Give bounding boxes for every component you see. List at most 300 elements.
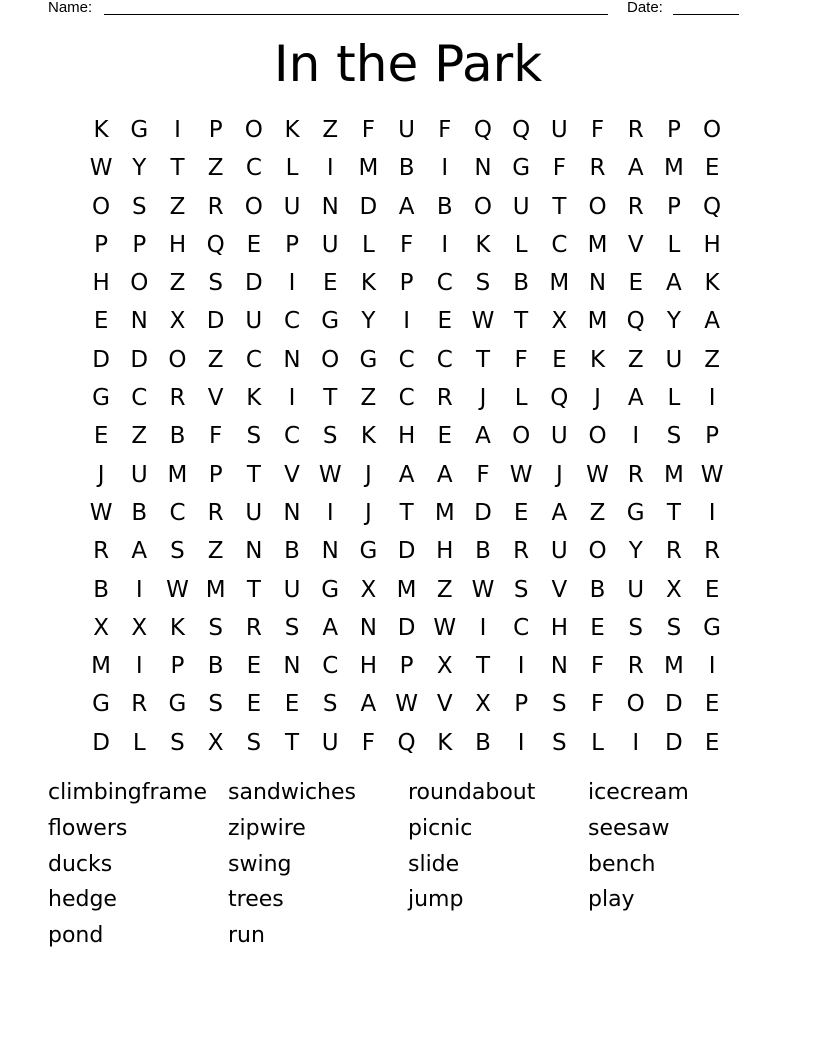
word-list-item: slide [408,851,460,877]
word-list-item: pond [48,923,104,949]
grid-letter: Z [207,538,224,565]
grid-letter: V [207,385,224,412]
grid-letter: Z [360,385,377,412]
word-list-item: seesaw [588,815,670,841]
grid-letter: C [131,385,148,412]
word-list-item: roundabout [408,780,536,805]
grid-letter: R [704,538,721,565]
grid-letter: J [365,499,372,526]
date-field-line [673,0,739,15]
grid-letter: B [436,193,453,220]
grid-letter: U [321,231,339,258]
grid-letter: B [93,576,109,603]
grid-letter: S [208,691,223,718]
grid-letter: C [436,346,453,373]
grid-letter: F [476,461,490,488]
grid-letter: F [590,691,605,718]
grid-letter: I [174,117,181,143]
grid-letter: L [361,231,375,258]
grid-letter: G [92,691,110,718]
grid-letter: R [513,538,530,565]
grid-letter: K [360,423,376,450]
grid-letter: U [550,117,568,143]
grid-letter: J [365,461,372,488]
grid-letter: U [283,576,301,603]
grid-letter: B [207,653,224,680]
grid-letter: Q [703,193,722,220]
grid-letter: G [359,538,378,565]
grid-letter: I [632,423,640,450]
grid-letter: I [441,231,449,258]
grid-letter: T [514,308,529,335]
word-list-item: jump [408,887,464,913]
letter-grid [82,111,731,762]
grid-letter: L [285,155,299,182]
grid-letter: N [550,653,568,680]
grid-letter: R [245,614,262,641]
grid-letter: S [208,270,223,297]
grid-letter: F [552,155,566,182]
grid-letter: G [626,499,645,526]
grid-letter: C [398,346,415,373]
grid-letter: S [208,614,223,641]
grid-letter: K [284,117,300,143]
grid-letter: K [169,614,186,641]
grid-letter: T [323,385,338,412]
grid-letter: T [285,729,300,756]
grid-letter: O [588,193,607,220]
grid-letter: A [475,423,491,450]
grid-letter: I [135,653,143,680]
grid-letter: N [359,614,378,641]
grid-letter: O [588,423,607,450]
grid-letter: E [437,308,453,335]
grid-letter: A [398,461,415,488]
grid-letter: B [589,576,606,603]
grid-letter: P [208,117,223,143]
grid-letter: R [627,193,644,220]
grid-letter: R [627,461,644,488]
grid-letter: I [441,155,449,182]
grid-letter: I [403,308,410,335]
worksheet-header [48,0,748,20]
grid-letter: J [97,461,105,488]
grid-letter: H [397,423,416,450]
grid-letter: W [471,576,495,603]
grid-letter: N [588,270,607,297]
grid-letter: U [665,346,683,373]
word-list-item: sandwiches [228,780,356,805]
grid-letter: E [704,576,720,603]
grid-letter: X [93,614,109,641]
grid-letter: P [705,423,720,450]
grid-letter: X [169,308,186,335]
grid-letter: U [321,729,339,756]
grid-letter: Y [132,155,147,182]
grid-letter: K [246,385,262,412]
grid-letter: D [92,729,110,756]
grid-letter: S [513,576,529,603]
grid-letter: Q [473,117,493,143]
grid-letter: A [398,193,415,220]
word-list-item: picnic [408,815,473,841]
grid-letter: S [666,423,682,450]
grid-letter: R [436,385,453,412]
grid-letter: F [209,423,223,450]
name-label: Name: [48,0,93,16]
grid-letter: T [552,193,567,220]
grid-letter: V [284,461,300,488]
grid-letter: F [590,653,605,680]
grid-letter: I [517,729,525,756]
grid-letter: W [586,461,609,488]
grid-letter: P [399,270,414,297]
grid-letter: P [94,231,109,258]
grid-letter: R [207,499,224,526]
grid-letter: C [398,385,415,412]
grid-letter: O [168,346,187,373]
page-title: In the Park [273,35,543,93]
grid-letter: U [550,423,568,450]
grid-letter: S [666,614,682,641]
grid-letter: F [399,231,414,258]
grid-letter: N [283,653,301,680]
grid-letter: Q [550,385,569,412]
grid-letter: I [632,729,640,756]
grid-letter: U [130,461,148,488]
name-field-line [104,0,608,15]
grid-letter: K [589,346,606,373]
grid-letter: A [360,691,377,718]
grid-letter: R [665,538,682,565]
grid-letter: Z [207,155,224,182]
grid-letter: M [358,155,379,182]
grid-letter: X [475,691,491,718]
grid-letter: D [665,691,683,718]
word-list-item: trees [228,887,284,913]
grid-letter: E [704,691,720,718]
grid-letter: V [436,691,453,718]
grid-letter: Q [206,231,225,258]
grid-letter: L [591,729,604,756]
grid-letter: G [168,691,187,718]
grid-letter: G [703,614,721,641]
grid-letter: F [590,117,605,143]
grid-letter: C [551,231,568,258]
date-label: Date: [627,0,663,16]
word-list [48,776,768,955]
grid-letter: E [590,614,605,641]
grid-letter: C [245,346,262,373]
grid-letter: T [246,461,261,488]
grid-letter: C [169,499,186,526]
grid-letter: O [512,423,531,450]
grid-letter: I [708,653,716,680]
grid-letter: G [92,385,110,412]
grid-letter: X [436,653,453,680]
grid-letter: H [703,231,721,258]
word-list-item: swing [228,851,292,877]
grid-letter: X [666,576,682,603]
grid-letter: K [93,117,109,143]
grid-letter: T [399,499,414,526]
grid-letter: U [550,538,568,565]
grid-letter: A [131,538,148,565]
grid-letter: R [131,691,148,718]
grid-letter: N [245,538,263,565]
grid-letter: C [513,614,530,641]
grid-letter: E [246,653,262,680]
grid-letter: X [131,614,148,641]
grid-letter: W [89,499,113,526]
grid-letter: T [475,346,490,373]
grid-letter: D [397,614,416,641]
grid-letter: E [246,231,262,258]
grid-letter: S [246,423,262,450]
grid-letter: O [626,691,645,718]
grid-letter: B [475,729,491,756]
grid-letter: K [437,729,453,756]
grid-letter: I [326,499,334,526]
grid-letter: Q [626,308,645,335]
grid-letter: D [244,270,263,297]
grid-letter: L [132,729,146,756]
grid-letter: J [555,461,563,488]
grid-letter: P [666,117,681,143]
grid-letter: M [663,461,684,488]
grid-letter: M [91,653,112,680]
grid-letter: U [627,576,645,603]
grid-letter: Z [322,117,339,143]
grid-letter: K [475,231,491,258]
grid-letter: D [397,538,416,565]
grid-letter: P [208,461,223,488]
grid-letter: E [513,499,529,526]
grid-letter: M [663,155,684,182]
grid-letter: Z [627,346,644,373]
grid-letter: S [628,614,644,641]
grid-letter: E [704,155,720,182]
grid-letter: Z [169,193,186,220]
grid-letter: U [398,117,416,143]
grid-letter: W [700,461,724,488]
grid-letter: X [551,308,568,335]
grid-letter: I [288,270,296,297]
grid-letter: Y [361,308,376,335]
grid-letter: S [170,729,185,756]
grid-letter: U [245,308,263,335]
grid-letter: U [512,193,530,220]
grid-letter: W [395,691,418,718]
grid-letter: R [169,385,186,412]
grid-letter: Z [589,499,606,526]
word-list-item: icecream [588,780,689,805]
grid-letter: I [326,155,334,182]
grid-letter: R [627,117,644,143]
grid-letter: D [206,308,225,335]
grid-letter: E [628,270,643,297]
grid-letter: S [131,193,147,220]
word-list-item: flowers [48,815,128,841]
grid-letter: B [131,499,148,526]
grid-letter: M [205,576,226,603]
grid-letter: F [361,117,376,143]
grid-letter: D [130,346,149,373]
grid-letter: X [360,576,377,603]
grid-letter: I [708,385,716,412]
grid-letter: P [132,231,147,258]
grid-letter: S [552,691,567,718]
grid-letter: K [704,270,720,297]
grid-letter: J [479,385,487,412]
grid-letter: Q [512,117,531,143]
grid-letter: T [246,576,261,603]
grid-letter: M [549,270,570,297]
grid-letter: N [474,155,492,182]
grid-letter: O [244,117,263,143]
grid-letter: K [360,270,376,297]
grid-letter: C [245,155,262,182]
grid-letter: R [627,653,644,680]
grid-letter: O [92,193,111,220]
grid-letter: I [288,385,296,412]
grid-letter: H [92,270,110,297]
grid-letter: B [513,270,530,297]
grid-letter: D [474,499,492,526]
grid-letter: G [512,155,531,182]
grid-letter: C [284,423,301,450]
grid-letter: M [434,499,455,526]
grid-letter: E [284,691,300,718]
grid-letter: C [284,308,301,335]
grid-letter: O [473,193,493,220]
grid-letter: Z [436,576,453,603]
grid-letter: L [667,385,681,412]
grid-letter: Q [397,729,416,756]
grid-letter: E [246,691,262,718]
grid-letter: G [130,117,149,143]
grid-letter: E [322,270,338,297]
grid-letter: R [207,193,224,220]
grid-letter: O [244,193,263,220]
grid-letter: S [322,423,338,450]
word-list-item: hedge [48,887,117,913]
grid-letter: I [135,576,143,603]
grid-letter: N [283,499,301,526]
grid-letter: W [318,461,342,488]
grid-letter: A [704,308,720,335]
grid-letter: W [471,308,495,335]
grid-letter: U [245,499,263,526]
grid-letter: Z [169,270,186,297]
grid-letter: L [667,231,681,258]
grid-letter: S [170,538,185,565]
grid-letter: E [93,423,109,450]
grid-letter: D [359,193,378,220]
grid-letter: N [321,538,339,565]
word-list-item: run [228,923,265,949]
grid-letter: E [93,308,109,335]
grid-letter: P [514,691,529,718]
grid-letter: W [89,155,113,182]
grid-letter: F [361,729,376,756]
grid-letter: W [509,461,533,488]
grid-letter: S [284,614,300,641]
grid-letter: T [475,653,490,680]
grid-letter: N [321,193,339,220]
grid-letter: S [322,691,338,718]
word-list-item: bench [588,851,656,877]
grid-letter: A [627,155,644,182]
grid-letter: F [514,346,528,373]
word-list-item: zipwire [228,815,306,841]
grid-letter: Y [666,308,681,335]
grid-letter: B [284,538,300,565]
grid-letter: Z [207,346,224,373]
grid-letter: W [166,576,189,603]
grid-letter: H [436,538,454,565]
grid-letter: O [321,346,340,373]
grid-letter: E [552,346,567,373]
grid-letter: M [587,308,608,335]
grid-letter: U [283,193,301,220]
grid-letter: S [475,270,491,297]
grid-letter: B [475,538,491,565]
grid-letter: M [663,653,684,680]
grid-letter: N [130,308,148,335]
grid-letter: J [594,385,601,412]
grid-letter: A [666,270,682,297]
grid-letter: C [322,653,339,680]
grid-letter: B [398,155,415,182]
grid-letter: R [589,155,606,182]
grid-letter: O [703,117,722,143]
grid-letter: L [514,385,528,412]
grid-letter: Y [628,538,643,565]
grid-letter: H [550,614,568,641]
grid-letter: I [517,653,525,680]
grid-letter: V [627,231,644,258]
grid-letter: Z [131,423,148,450]
grid-letter: T [666,499,681,526]
grid-letter: M [396,576,417,603]
word-list-item: play [588,887,635,913]
grid-letter: G [321,576,340,603]
grid-letter: H [359,653,378,680]
grid-letter: F [438,117,452,143]
grid-letter: P [170,653,185,680]
grid-letter: H [168,231,187,258]
grid-letter: M [167,461,188,488]
grid-letter: I [479,614,487,641]
grid-letter: A [322,614,339,641]
grid-letter: O [588,538,607,565]
grid-letter: V [551,576,568,603]
grid-letter: G [359,346,378,373]
grid-letter: X [207,729,224,756]
grid-letter: P [285,231,299,258]
grid-letter: L [514,231,528,258]
grid-letter: S [552,729,567,756]
grid-letter: E [437,423,453,450]
grid-letter: S [246,729,262,756]
grid-letter: D [665,729,683,756]
grid-letter: R [93,538,110,565]
grid-letter: C [436,270,453,297]
word-list-item: ducks [48,851,113,877]
grid-letter: A [436,461,453,488]
grid-letter: A [627,385,644,412]
